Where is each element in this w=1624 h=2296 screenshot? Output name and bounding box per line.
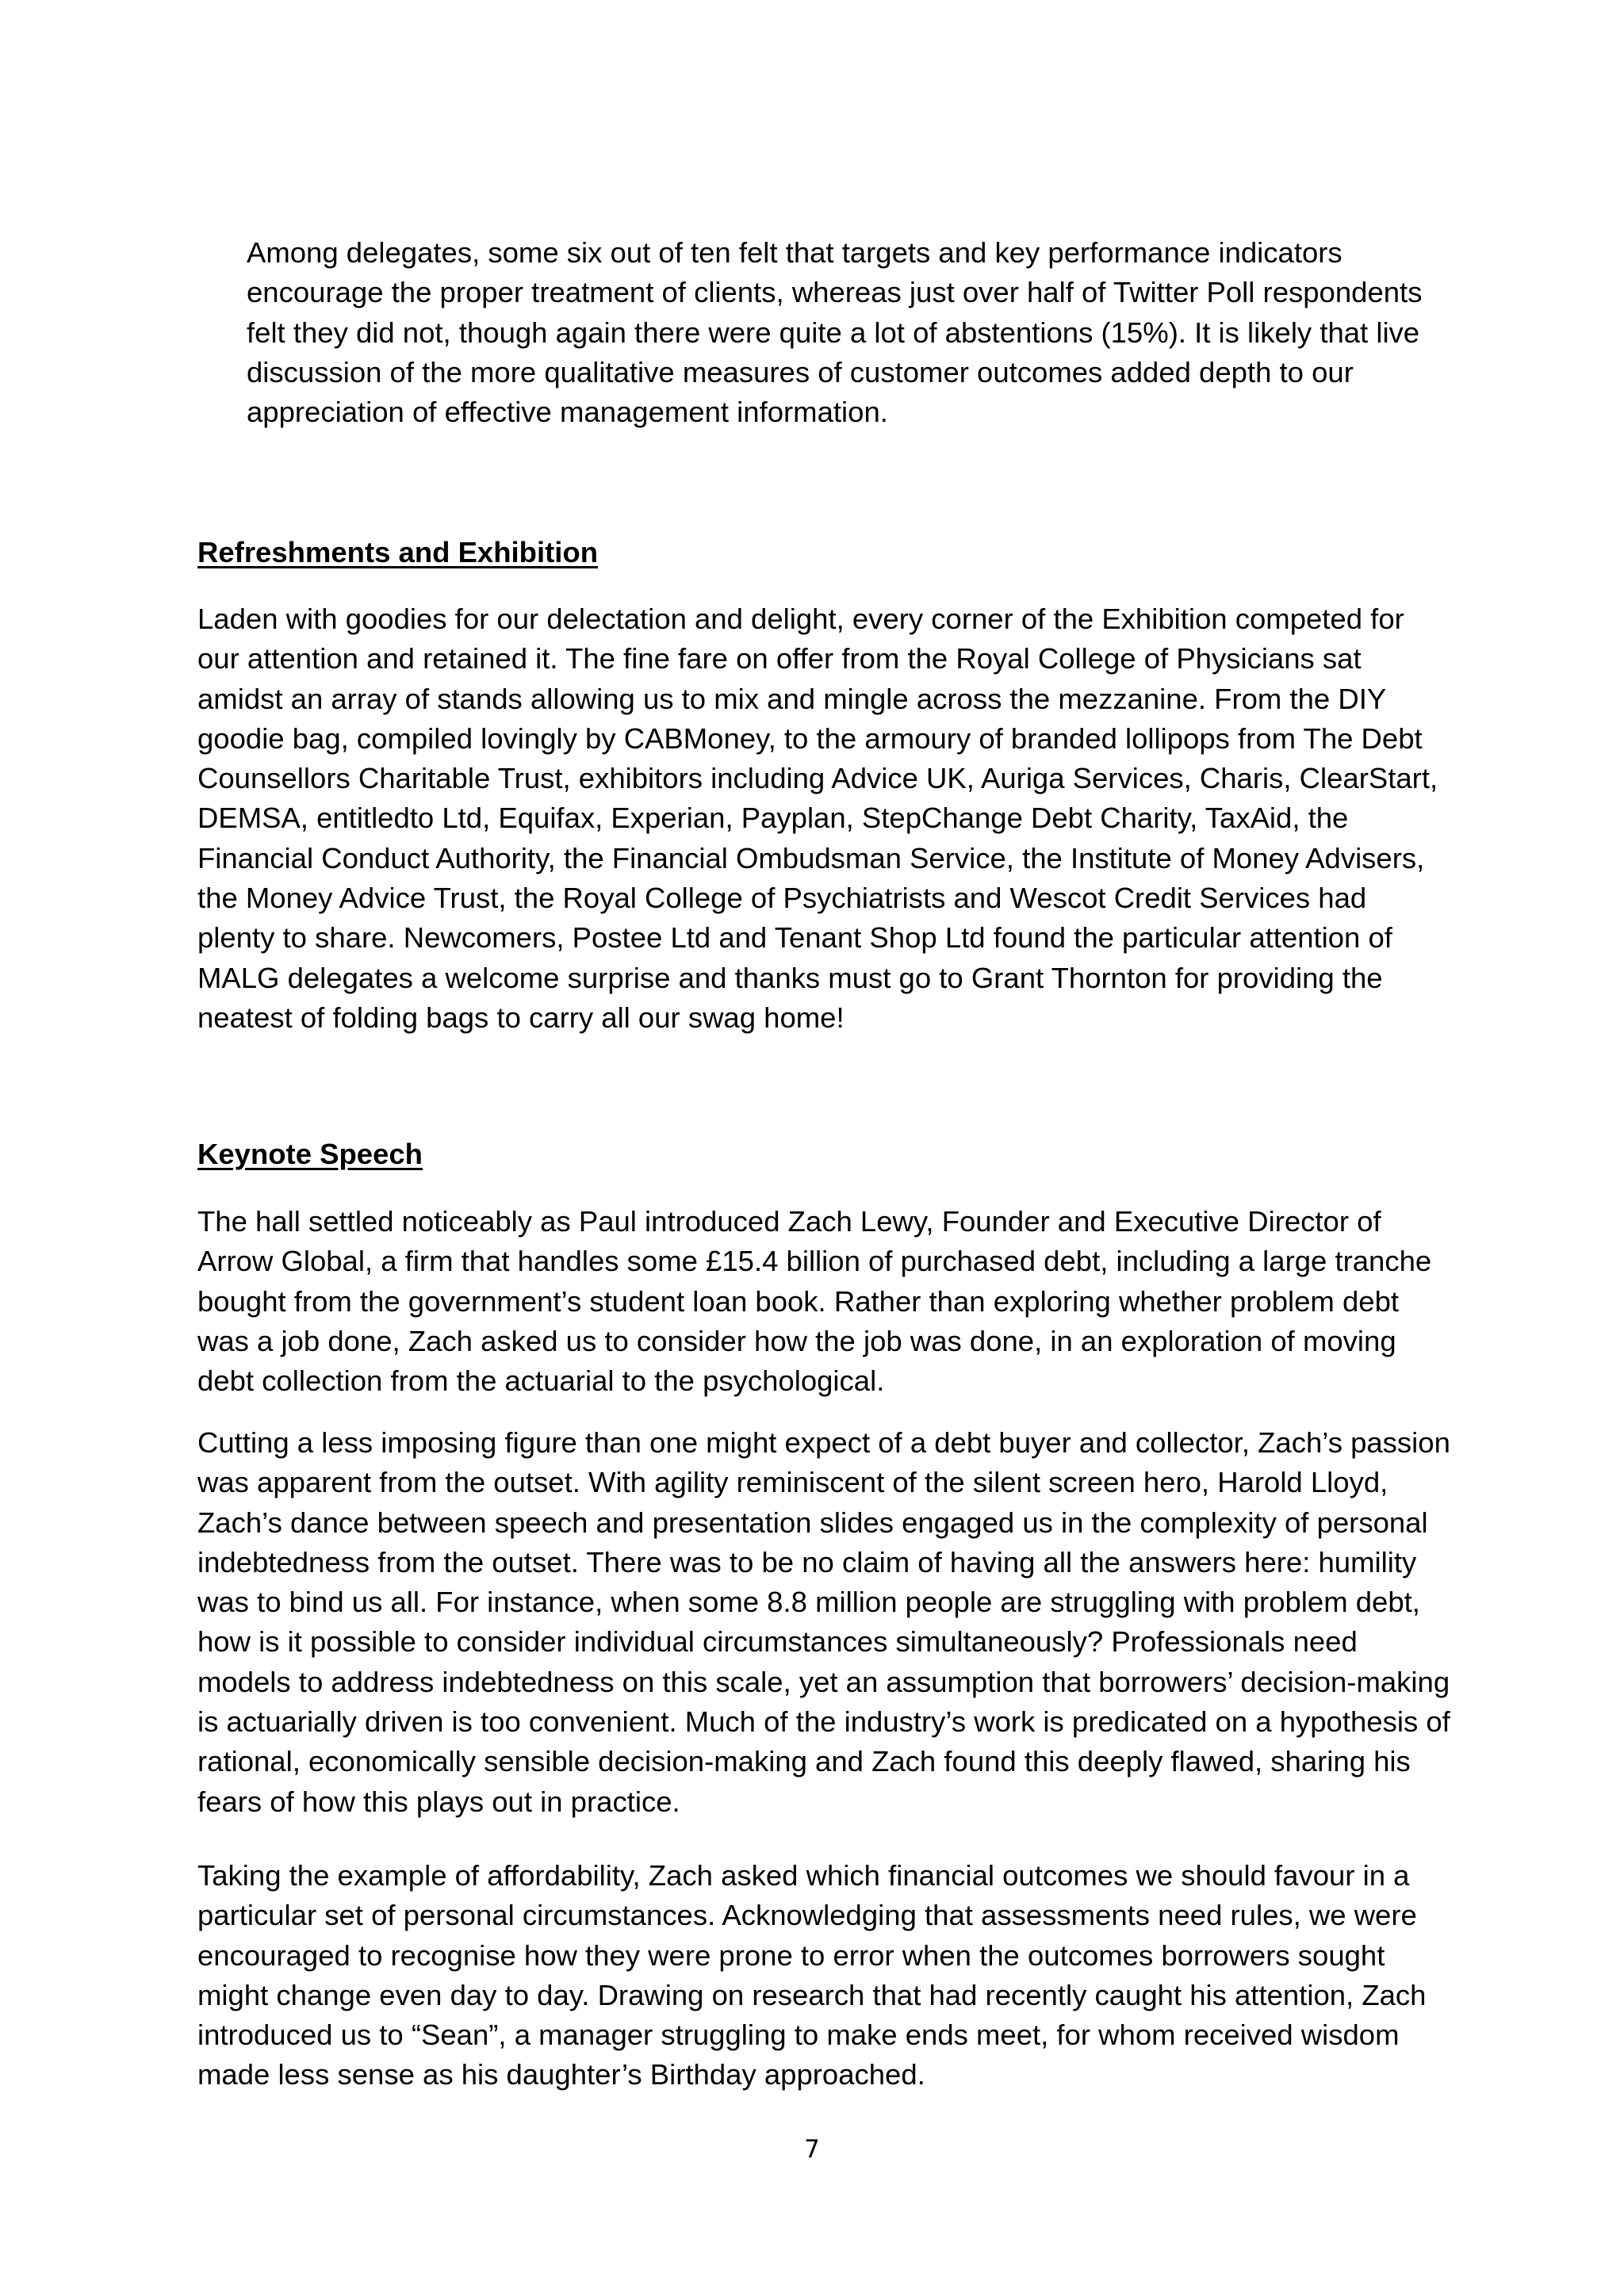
- page-number: 7: [804, 2135, 820, 2164]
- keynote-heading: Keynote Speech: [197, 1138, 423, 1170]
- intro-paragraph: Among delegates, some six out of ten felt that targets and key performance indicators encourage the proper treatment of clients, whereas just over half of Twitter Poll respondents felt they did not, though again there were quite a lot of abstentions (15%). It is likely that live discussion of the more qualitative measures of customer outcomes added depth to our appreciation of effective management information.: [247, 236, 1423, 429]
- refreshments-heading: Refreshments and Exhibition: [197, 536, 598, 568]
- keynote-paragraph-2: Cutting a less imposing figure than one might expect of a debt buyer and collector, Zach’s passion was apparent from the outset. With agility reminiscent of the silent screen hero, Harold Lloyd, Zach’s dance between speech and presentation slides engaged us in the complexity of personal indebtedness from the outset. There was to be no claim of having all the answers here: humility was to bind us all. For instance, when some 8.8 million people are struggling with problem debt, how is it possible to consider individual circumstances simultaneously? Professionals need models to address indebtedness on this scale, yet an assumption that borrowers’ decision-making is actuarially driven is too convenient. Much of the industry’s work is predicated on a hypothesis of rational, economically sensible decision-making and Zach found this deeply flawed, sharing his fears of how this plays out in practice.: [197, 1426, 1450, 1818]
- keynote-paragraph-3: Taking the example of affordability, Zach asked which financial outcomes we should favour in a particular set of personal circumstances. Acknowledging that assessments need rules, we were encouraged to recognise how they were prone to error when the outcomes borrowers sought might change even day to day. Drawing on research that had recently caught his attention, Zach introduced us to “Sean”, a manager struggling to make ends meet, for whom received wisdom made less sense as his daughter’s Birthday approached.: [197, 1859, 1427, 2091]
- keynote-paragraph-1: The hall settled noticeably as Paul introduced Zach Lewy, Founder and Executive Director of Arrow Global, a firm that handles some £15.4 billion of purchased debt, including a large tranche bought from the government’s student loan book. Rather than exploring whether problem debt was a job done, Zach asked us to consider how the job was done, in an exploration of moving debt collection from the actuarial to the psychological.: [197, 1205, 1432, 1398]
- refreshments-paragraph: Laden with goodies for our delectation and delight, every corner of the Exhibition competed for our attention and retained it. The fine fare on offer from the Royal College of Physicians sat amidst an array of stands allowing us to mix and mingle across the mezzanine. From the DIY goodie bag, compiled lovingly by CABMoney, to the armoury of branded lollipops from The Debt Counsellors Charitable Trust, exhibitors including Advice UK, Auriga Services, Charis, ClearStart, DEMSA, entitledto Ltd, Equifax, Experian, Payplan, StepChange Debt Charity, TaxAid, the Financial Conduct Authority, the Financial Ombudsman Service, the Institute of Money Advisers, the Money Advice Trust, the Royal College of Psychiatrists and Wescot Credit Services had plenty to share. Newcomers, Postee Ltd and Tenant Shop Ltd found the particular attention of MALG delegates a welcome surprise and thanks must go to Grant Thornton for providing the neatest of folding bags to carry all our swag home!: [197, 603, 1438, 1034]
